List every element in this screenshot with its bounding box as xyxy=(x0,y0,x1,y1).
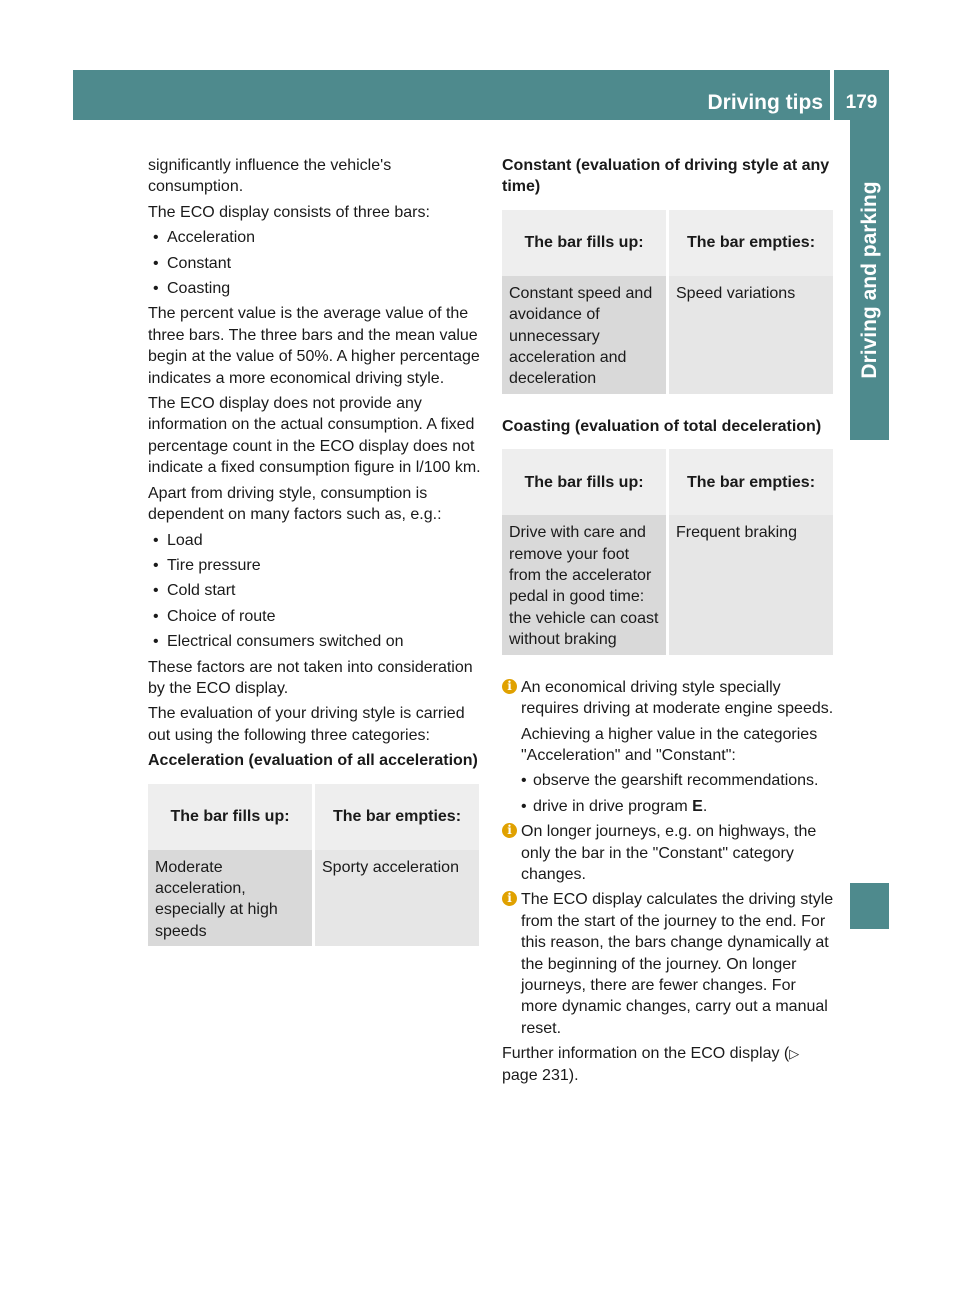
drive-program-label: E xyxy=(692,797,703,815)
table-cell-fills: Moderate acceleration, especially at high speeds xyxy=(148,850,312,947)
constant-heading: Constant (evaluation of driving style at any time) xyxy=(502,157,830,196)
coasting-heading: Coasting (evaluation of total deceleration) xyxy=(502,417,822,435)
list-item xyxy=(148,253,482,274)
list-item-text: Acceleration xyxy=(167,229,256,247)
paragraph: The ECO display consists of three bars: xyxy=(148,203,430,221)
table-header-empties: The bar empties: xyxy=(669,210,833,276)
table-header-fills: The bar fills up: xyxy=(502,449,666,515)
coasting-table xyxy=(499,449,836,654)
bars-list xyxy=(148,227,482,299)
list-item xyxy=(148,555,482,576)
table-header-empties: The bar empties: xyxy=(315,784,479,850)
bullet-icon: • xyxy=(153,280,159,298)
bullet-icon: • xyxy=(153,254,159,272)
chapter-tab-label: Driving and parking xyxy=(857,181,881,379)
info-icon: i xyxy=(502,891,517,906)
info-icon: i xyxy=(502,823,517,838)
list-item xyxy=(148,631,482,652)
right-column xyxy=(502,155,836,1090)
info-note xyxy=(502,889,836,1039)
info-icon: i xyxy=(502,679,517,694)
acceleration-table xyxy=(145,784,482,947)
list-item-text: Electrical consumers switched on xyxy=(167,633,404,651)
list-item-text: Load xyxy=(167,531,203,549)
page-ref-link[interactable]: page 231). xyxy=(502,1066,579,1084)
further-info-text: Further information on the ECO display ( xyxy=(502,1045,790,1063)
table-header-empties: The bar empties: xyxy=(669,449,833,515)
page-number: 179 xyxy=(845,92,878,113)
note-text: An economical driving style specially requires driving at moderate engine speeds. xyxy=(521,678,834,718)
list-item xyxy=(521,770,836,791)
chapter-marker xyxy=(850,883,889,929)
left-column xyxy=(148,155,482,946)
bullet-icon: • xyxy=(153,229,159,247)
bullet-icon: • xyxy=(153,582,159,600)
table-cell-empties: Frequent braking xyxy=(669,515,833,654)
page-ref-arrow-icon: ▷ xyxy=(789,1046,800,1062)
table-cell-fills: Constant speed and avoidance of unnecessary acceleration and deceleration xyxy=(502,276,666,394)
section-title: Driving tips xyxy=(707,91,823,114)
bullet-icon: • xyxy=(521,797,527,815)
list-item xyxy=(521,796,836,817)
bullet-icon: • xyxy=(153,633,159,651)
list-item xyxy=(148,227,482,248)
chapter-tab-label-wrap xyxy=(850,120,889,440)
list-item-text: observe the gearshift recommendations. xyxy=(533,772,819,790)
paragraph: Apart from driving style, consumption is dependent on many factors such as, e.g.: xyxy=(148,484,442,524)
list-item-text: . xyxy=(702,797,708,815)
list-item-text: Cold start xyxy=(167,582,236,600)
acceleration-heading: Acceleration (evaluation of all acceleration) xyxy=(148,752,478,770)
note-text: On longer journeys, e.g. on highways, the only the bar in the "Constant" category changes. xyxy=(521,823,817,883)
list-item-text: Coasting xyxy=(167,280,231,298)
note-text: The ECO display calculates the driving style from the start of the journey to the end. For this reason, the bars change dynamically at the beginning of the journey. On longer journeys, there are fewer changes. For more dynamic changes, carry out a manual reset. xyxy=(521,891,834,1037)
info-note xyxy=(502,821,836,885)
table-header-fills: The bar fills up: xyxy=(148,784,312,850)
list-item xyxy=(148,278,482,299)
list-item xyxy=(148,606,482,627)
paragraph: significantly influence the vehicle's consumption. xyxy=(148,157,392,196)
list-item xyxy=(148,530,482,551)
table-header-fills: The bar fills up: xyxy=(502,210,666,276)
bullet-icon: • xyxy=(521,772,527,790)
table-cell-empties: Speed variations xyxy=(669,276,833,394)
constant-table xyxy=(499,210,836,394)
note-text: Achieving a higher value in the categories "Acceleration" and "Constant": xyxy=(521,725,818,764)
further-info xyxy=(502,1043,836,1086)
info-note xyxy=(502,677,836,817)
bullet-icon: • xyxy=(153,531,159,549)
paragraph: The evaluation of your driving style is carried out using the following three categories: xyxy=(148,705,465,744)
list-item xyxy=(148,580,482,601)
paragraph: The percent value is the average value of the three bars. The three bars and the mean value begin at the value of 50%. A higher percentage indicates a more economical driving style. xyxy=(148,305,480,387)
list-item-text: Constant xyxy=(167,254,232,272)
paragraph: The ECO display does not provide any information on the actual consumption. A fixed percentage count in the ECO display does not indicate a fixed consumption figure in l/100 km. xyxy=(148,395,481,477)
table-cell-empties: Sporty acceleration xyxy=(315,850,479,947)
list-item-text: drive in drive program xyxy=(533,797,693,815)
note-list xyxy=(521,770,836,817)
list-item-text: Tire pressure xyxy=(167,556,261,574)
list-item-text: Choice of route xyxy=(167,607,276,625)
bullet-icon: • xyxy=(153,607,159,625)
factors-list xyxy=(148,530,482,653)
bullet-icon: • xyxy=(153,556,159,574)
table-cell-fills: Drive with care and remove your foot from the accelerator pedal in good time: the vehicle can coast without braking xyxy=(502,515,666,654)
paragraph: These factors are not taken into consideration by the ECO display. xyxy=(148,658,473,697)
